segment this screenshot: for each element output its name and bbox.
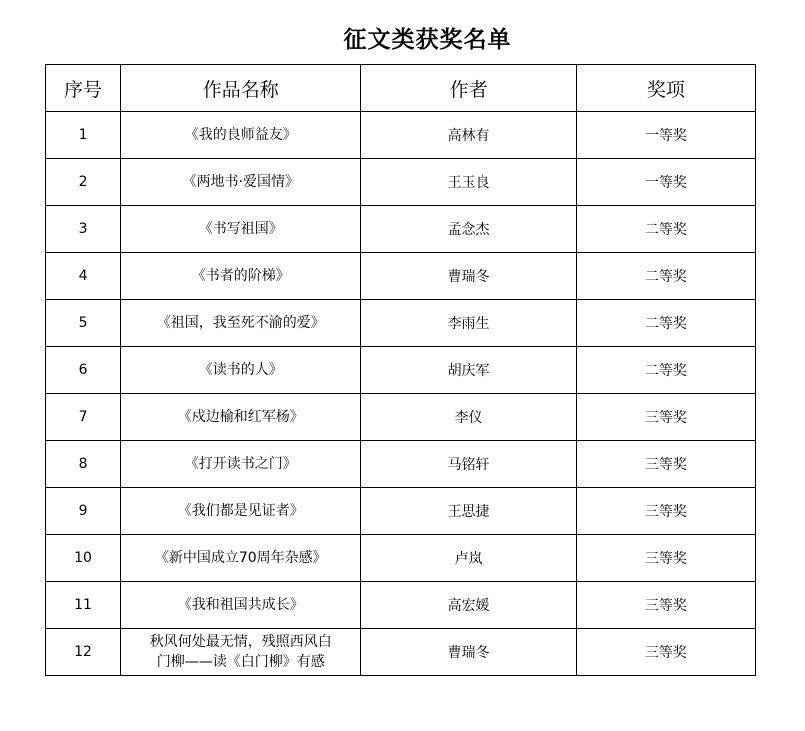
cell-author: 王思捷 — [361, 488, 576, 535]
cell-award: 二等奖 — [576, 300, 755, 347]
cell-title: 《我们都是见证者》 — [121, 488, 361, 535]
cell-title: 《书写祖国》 — [121, 206, 361, 253]
cell-no: 2 — [46, 159, 121, 206]
table-row — [46, 253, 756, 300]
cell-author: 卢岚 — [361, 535, 576, 582]
cell-author: 高林有 — [361, 112, 576, 159]
cell-award: 二等奖 — [576, 206, 755, 253]
cell-award: 二等奖 — [576, 347, 755, 394]
table-row — [46, 206, 756, 253]
page-title: 征文类获奖名单 — [343, 26, 512, 53]
cell-title: 《我的良师益友》 — [121, 112, 361, 159]
cell-author: 孟念杰 — [361, 206, 576, 253]
cell-title-line-1: 秋风何处最无情，残照西风白 — [149, 634, 332, 650]
cell-author: 曹瑞冬 — [361, 253, 576, 300]
cell-title: 《书者的阶梯》 — [121, 253, 361, 300]
cell-no: 5 — [46, 300, 121, 347]
table-row — [46, 300, 756, 347]
cell-no: 8 — [46, 441, 121, 488]
cell-title: 《两地书·爱国情》 — [121, 159, 361, 206]
cell-author: 曹瑞冬 — [361, 629, 576, 676]
table-row — [46, 347, 756, 394]
table-row — [46, 159, 756, 206]
cell-title-line-2: 门柳——读《白门柳》有感 — [156, 654, 325, 670]
header-award: 奖项 — [576, 65, 755, 112]
cell-award: 三等奖 — [576, 441, 755, 488]
table-row — [46, 582, 756, 629]
cell-no: 1 — [46, 112, 121, 159]
cell-award: 三等奖 — [576, 394, 755, 441]
cell-no: 10 — [46, 535, 121, 582]
table-header-row — [46, 65, 756, 112]
cell-award: 三等奖 — [576, 488, 755, 535]
header-title: 作品名称 — [121, 65, 361, 112]
header-author: 作者 — [361, 65, 576, 112]
cell-no: 9 — [46, 488, 121, 535]
cell-title: 《新中国成立70周年杂感》 — [121, 535, 361, 582]
cell-award: 一等奖 — [576, 112, 755, 159]
cell-author: 高宏媛 — [361, 582, 576, 629]
cell-award: 二等奖 — [576, 253, 755, 300]
cell-no: 11 — [46, 582, 121, 629]
table-row — [46, 629, 756, 676]
cell-author: 李仪 — [361, 394, 576, 441]
cell-author: 胡庆军 — [361, 347, 576, 394]
cell-no: 12 — [46, 629, 121, 676]
cell-title: 《戍边榆和红军杨》 — [121, 394, 361, 441]
table-row — [46, 535, 756, 582]
cell-no: 7 — [46, 394, 121, 441]
cell-title: 《我和祖国共成长》 — [121, 582, 361, 629]
table-row — [46, 394, 756, 441]
cell-award: 三等奖 — [576, 535, 755, 582]
cell-no: 4 — [46, 253, 121, 300]
cell-no: 6 — [46, 347, 121, 394]
cell-author: 马铭轩 — [361, 441, 576, 488]
cell-award: 一等奖 — [576, 159, 755, 206]
header-no: 序号 — [46, 65, 121, 112]
table-row — [46, 488, 756, 535]
awards-table — [45, 64, 756, 676]
cell-title: 《祖国，我至死不渝的爱》 — [121, 300, 361, 347]
cell-title: 《打开读书之门》 — [121, 441, 361, 488]
cell-title: 《读书的人》 — [121, 347, 361, 394]
cell-author: 李雨生 — [361, 300, 576, 347]
cell-author: 王玉良 — [361, 159, 576, 206]
cell-award: 三等奖 — [576, 582, 755, 629]
cell-title — [121, 629, 361, 676]
table-row — [46, 112, 756, 159]
table-row — [46, 441, 756, 488]
cell-no: 3 — [46, 206, 121, 253]
cell-award: 三等奖 — [576, 629, 755, 676]
